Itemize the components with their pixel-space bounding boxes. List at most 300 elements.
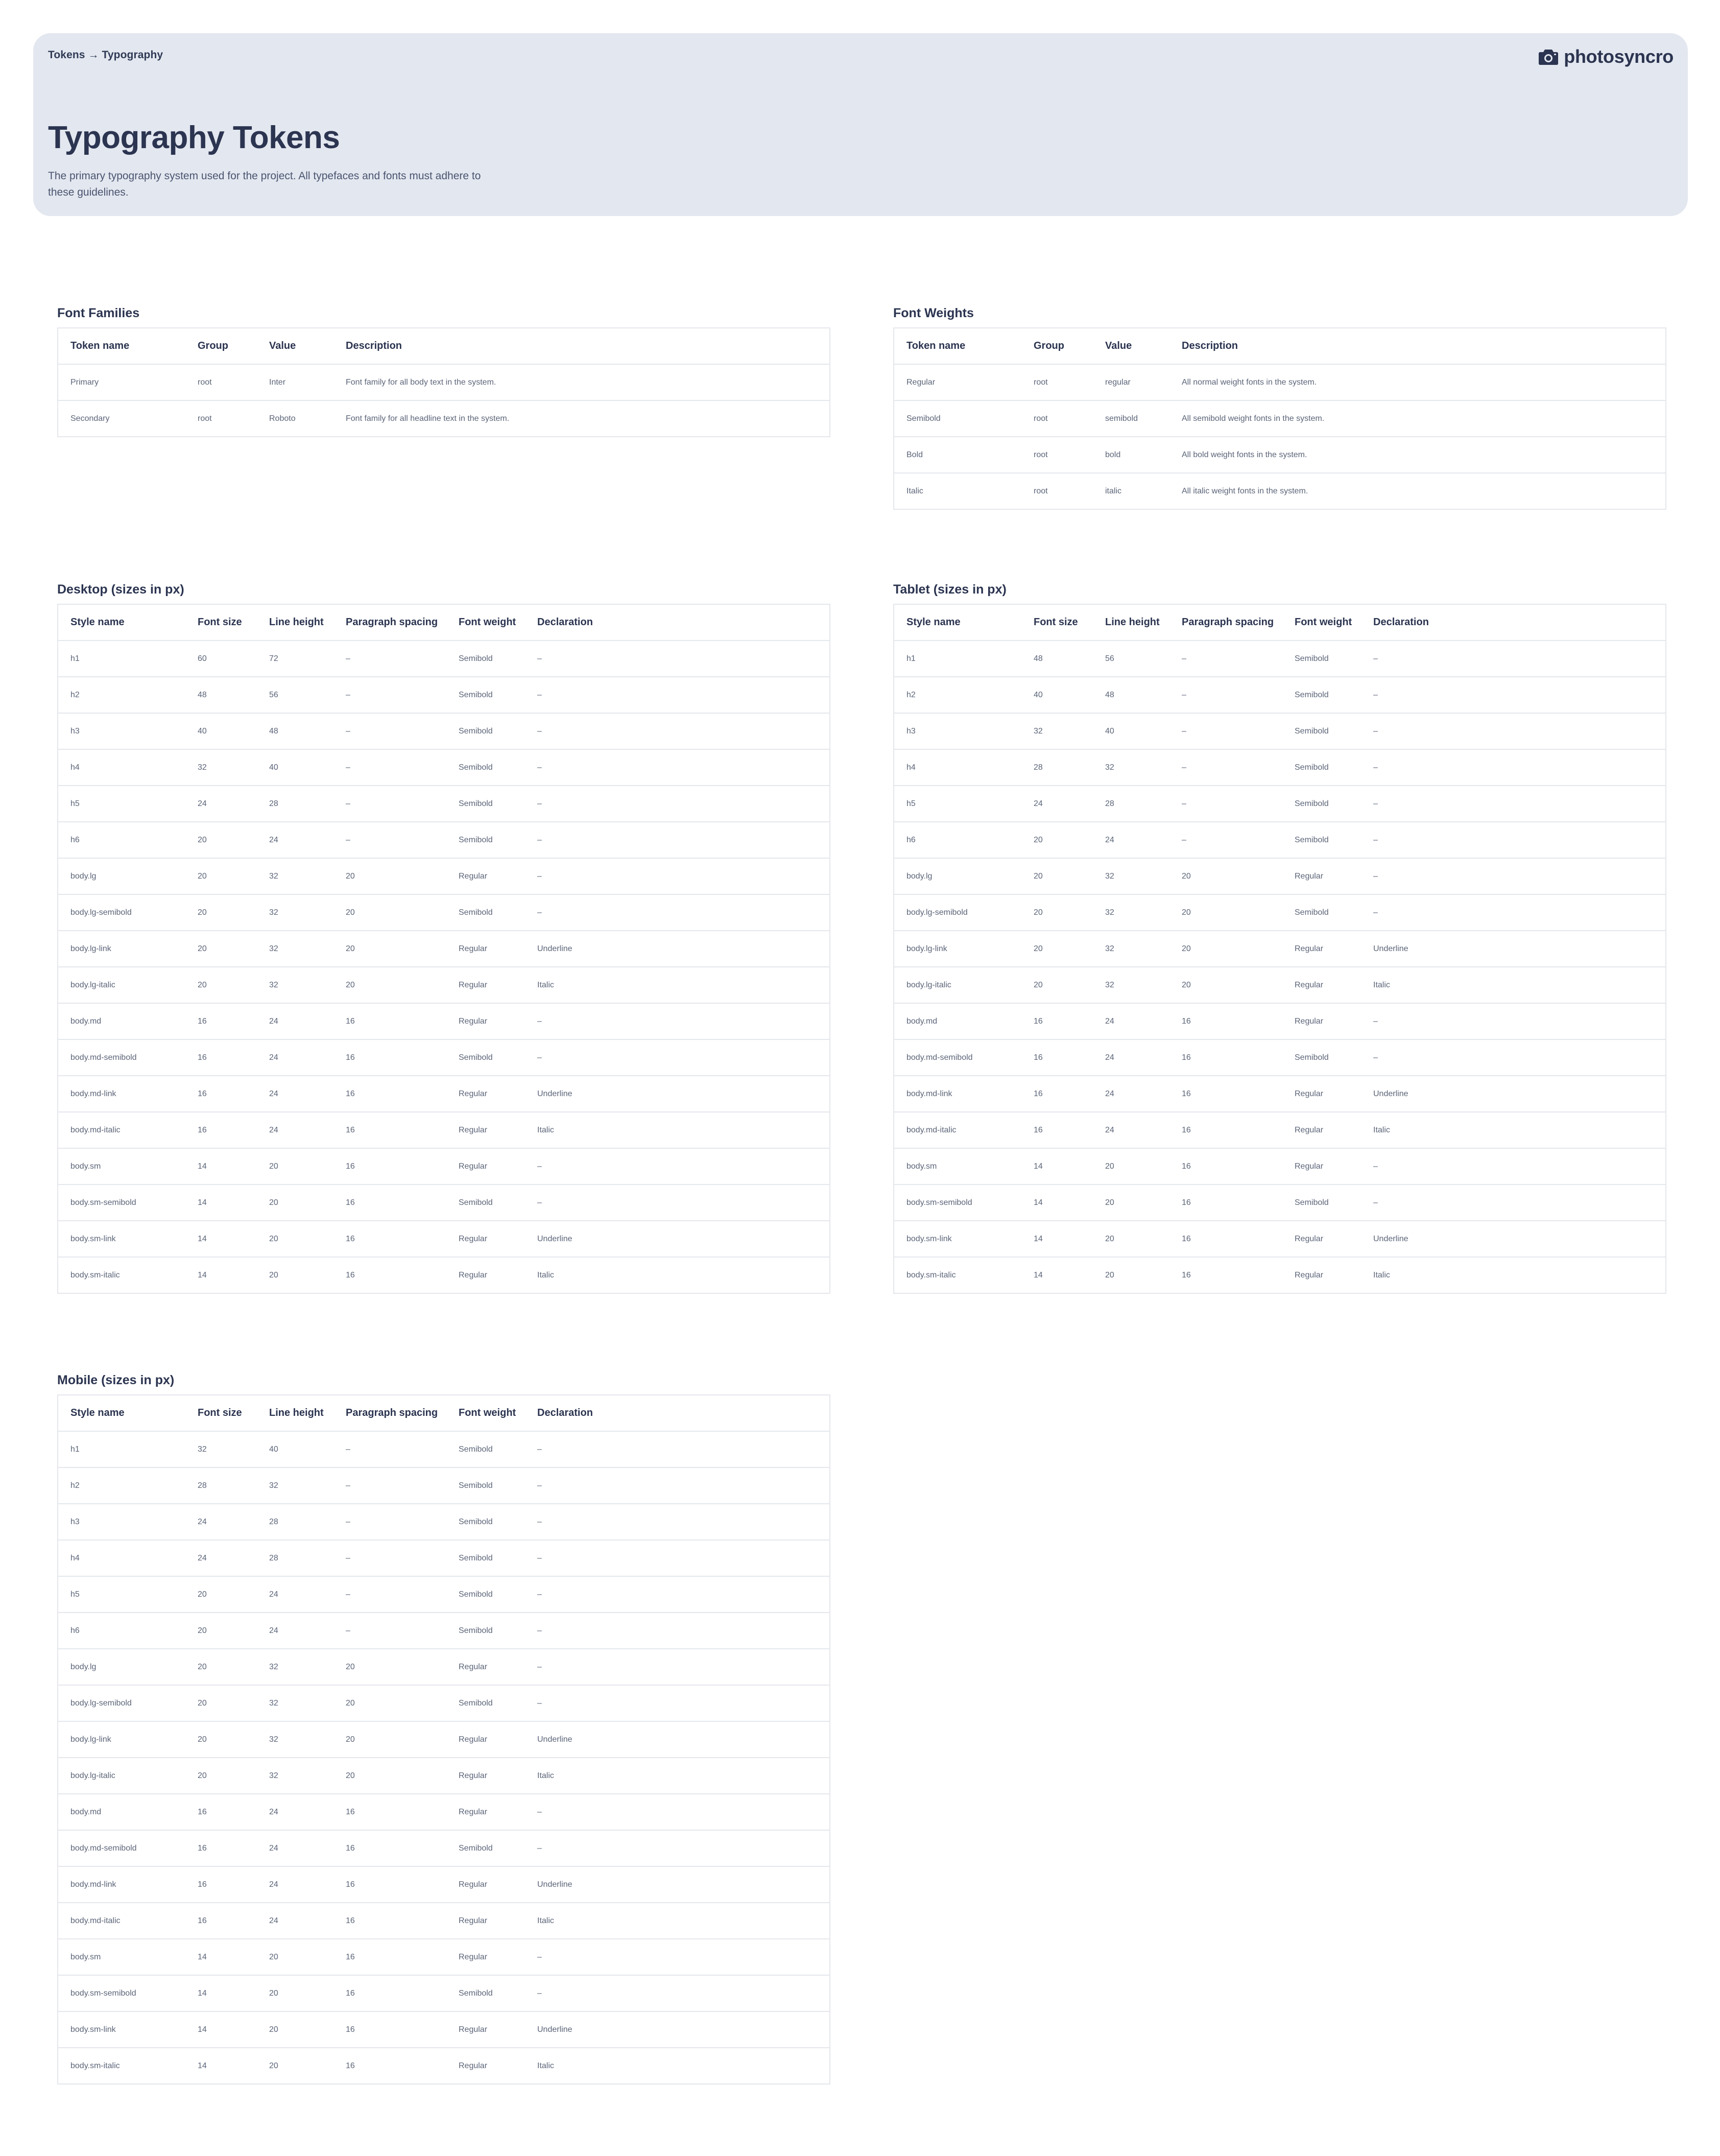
table-cell: All bold weight fonts in the system. xyxy=(1169,437,1666,473)
table-cell: body.sm-italic xyxy=(70,1270,120,1280)
table-cell: – xyxy=(525,894,830,931)
table-cell: body.md xyxy=(58,1003,185,1039)
table-cell: body.md xyxy=(894,1003,1021,1039)
table-cell: Semibold xyxy=(1282,1184,1361,1221)
table-cell: 14 xyxy=(1021,1148,1093,1184)
table-cell: 16 xyxy=(185,1112,257,1148)
table-cell: 14 xyxy=(198,2061,207,2070)
table-cell: 24 xyxy=(185,1540,257,1576)
table-cell: Regular xyxy=(1282,1112,1361,1148)
table-cell: h3 xyxy=(894,713,1021,749)
table-cell: h4 xyxy=(58,1540,185,1576)
table-cell: 20 xyxy=(257,1939,333,1975)
table-cell: All semibold weight fonts in the system. xyxy=(1169,400,1666,437)
table-cell: 16 xyxy=(333,1794,446,1830)
table-cell: 28 xyxy=(1021,749,1093,786)
table-cell: 32 xyxy=(185,1431,257,1467)
table-cell: Font family for all headline text in the system. xyxy=(346,414,510,423)
table-cell: – xyxy=(525,1504,830,1540)
table-cell: 24 xyxy=(257,822,333,858)
table-cell: 16 xyxy=(185,1903,257,1939)
table-cell: Regular xyxy=(1282,858,1361,894)
table-cell: Underline xyxy=(525,2011,830,2048)
column-header: Value xyxy=(1093,328,1169,364)
column-header: Declaration xyxy=(525,604,830,641)
table-row xyxy=(894,400,1666,437)
table-cell: Semibold xyxy=(446,1576,525,1613)
table-cell: 24 xyxy=(257,1076,333,1112)
table-cell: 32 xyxy=(185,749,257,786)
table-row xyxy=(58,1221,830,1257)
table-cell: 32 xyxy=(257,1758,333,1794)
table-cell: Regular xyxy=(1282,1148,1361,1184)
table-cell: body.lg xyxy=(58,1649,185,1685)
section-title: Mobile (sizes in px) xyxy=(57,1373,175,1387)
table-cell: body.sm-semibold xyxy=(894,1184,1021,1221)
table-cell: 20 xyxy=(257,1184,333,1221)
table-cell: 20 xyxy=(257,1975,333,2011)
table-cell: Semibold xyxy=(1282,894,1361,931)
table-cell: – xyxy=(1361,1003,1666,1039)
table-cell: body.lg-semibold xyxy=(58,1685,185,1721)
table-cell: Semibold xyxy=(446,1830,525,1866)
table-cell: Underline xyxy=(525,1221,830,1257)
column-header: Group xyxy=(185,328,257,364)
table-row xyxy=(894,677,1666,713)
table-cell: body.md-link xyxy=(894,1076,1021,1112)
table-cell: Regular xyxy=(446,1903,525,1939)
table-cell: h6 xyxy=(58,822,185,858)
table-cell: 20 xyxy=(1021,822,1093,858)
table-cell: 20 xyxy=(333,894,446,931)
table-cell: 14 xyxy=(1021,1184,1093,1221)
table-cell: 56 xyxy=(257,677,333,713)
table-row xyxy=(58,967,830,1003)
table-cell: Regular xyxy=(446,1003,525,1039)
table-cell: 14 xyxy=(185,2011,257,2048)
table-cell: Semibold xyxy=(446,749,525,786)
table-cell: 20 xyxy=(1021,894,1093,931)
table-cell: – xyxy=(333,1504,446,1540)
table-header-row xyxy=(894,328,1666,364)
table-cell: – xyxy=(1169,677,1282,713)
table-cell: body.sm-semibold xyxy=(58,1975,185,2011)
table-row xyxy=(894,1148,1666,1184)
table-row xyxy=(58,1649,830,1685)
table-cell: – xyxy=(525,1540,830,1576)
table-cell: 24 xyxy=(257,1794,333,1830)
table-cell: – xyxy=(525,1003,830,1039)
table-row xyxy=(894,1221,1666,1257)
table-cell: 48 xyxy=(257,713,333,749)
table-cell: 32 xyxy=(1093,931,1169,967)
table-cell: – xyxy=(333,1431,446,1467)
table-cell: 16 xyxy=(333,1003,446,1039)
table-cell: body.sm-semibold xyxy=(58,1184,185,1221)
table-cell: Semibold xyxy=(446,1184,525,1221)
table-row xyxy=(58,1576,830,1613)
table-cell: – xyxy=(525,1649,830,1685)
table-cell: 24 xyxy=(1093,1003,1169,1039)
table-row xyxy=(58,894,830,931)
table-cell: Regular xyxy=(446,2011,525,2048)
table-cell: – xyxy=(1169,713,1282,749)
table-cell: Regular xyxy=(1295,1270,1324,1280)
table-cell: body.md xyxy=(58,1794,185,1830)
table-cell: 16 xyxy=(185,1003,257,1039)
table-cell: body.sm-link xyxy=(894,1221,1021,1257)
table-cell: Italic xyxy=(525,1903,830,1939)
table-cell: 14 xyxy=(1021,1221,1093,1257)
table-cell: Semibold xyxy=(446,1685,525,1721)
section-title: Font Families xyxy=(57,306,140,320)
table-cell: All normal weight fonts in the system. xyxy=(1169,364,1666,400)
table-row xyxy=(894,1039,1666,1076)
table-cell: body.lg-link xyxy=(58,931,185,967)
table-cell: Underline xyxy=(1361,1221,1666,1257)
table-cell: body.sm xyxy=(58,1939,185,1975)
table-row xyxy=(894,1003,1666,1039)
table-cell: 16 xyxy=(333,2011,446,2048)
table-cell: 24 xyxy=(257,1830,333,1866)
table-header-row xyxy=(58,604,830,641)
table-cell: – xyxy=(333,786,446,822)
mobile-table xyxy=(57,1394,830,2084)
table-cell: 24 xyxy=(1093,1039,1169,1076)
table-row xyxy=(894,822,1666,858)
table-cell: Regular xyxy=(446,1721,525,1758)
table-cell: Underline xyxy=(525,1866,830,1903)
table-cell: 16 xyxy=(333,1830,446,1866)
table-cell: body.md-link xyxy=(58,1866,185,1903)
table-cell: – xyxy=(333,1576,446,1613)
table-row xyxy=(58,2048,830,2084)
table-cell: – xyxy=(525,749,830,786)
table-cell: h5 xyxy=(58,1576,185,1613)
table-row xyxy=(58,1184,830,1221)
table-cell: Italic xyxy=(537,1270,554,1280)
column-header: Group xyxy=(1021,328,1093,364)
tablet-table xyxy=(893,604,1666,1294)
table-cell: body.sm xyxy=(58,1148,185,1184)
table-cell: semibold xyxy=(1093,400,1169,437)
table-cell: – xyxy=(1361,1148,1666,1184)
table-cell: Italic xyxy=(1373,1270,1390,1280)
table-cell: Semibold xyxy=(446,1975,525,2011)
table-cell: Italic xyxy=(537,2061,554,2070)
column-header: Line height xyxy=(257,604,333,641)
table-cell: 24 xyxy=(1093,1112,1169,1148)
column-header: Value xyxy=(257,328,333,364)
column-header: Token name xyxy=(58,328,185,364)
table-cell: Font family for all body text in the system. xyxy=(333,364,830,400)
table-cell: – xyxy=(525,641,830,677)
table-cell: body.lg-semibold xyxy=(894,894,1021,931)
table-cell: Semibold xyxy=(446,1504,525,1540)
table-cell: 16 xyxy=(1169,1221,1282,1257)
table-cell: body.md-semibold xyxy=(58,1039,185,1076)
table-row xyxy=(58,1467,830,1504)
table-cell: 16 xyxy=(333,1076,446,1112)
table-cell: h3 xyxy=(58,1504,185,1540)
table-cell: body.lg-italic xyxy=(58,967,185,1003)
table-cell: Regular xyxy=(1282,967,1361,1003)
table-cell: Italic xyxy=(906,486,923,495)
table-cell: 16 xyxy=(1169,1003,1282,1039)
section-title: Tablet (sizes in px) xyxy=(893,582,1007,597)
table-cell: Underline xyxy=(1361,1076,1666,1112)
table-cell: Regular xyxy=(1282,1076,1361,1112)
brand-logo[interactable] xyxy=(1538,45,1674,68)
table-row xyxy=(58,749,830,786)
table-cell: 28 xyxy=(257,1540,333,1576)
column-header: Font size xyxy=(185,1395,257,1431)
page-title: Typography Tokens xyxy=(48,120,340,155)
table-cell: 28 xyxy=(257,786,333,822)
table-cell: 16 xyxy=(333,1939,446,1975)
table-cell: 20 xyxy=(185,1576,257,1613)
table-cell: 48 xyxy=(185,677,257,713)
table-cell: 20 xyxy=(185,1613,257,1649)
table-cell: 32 xyxy=(1093,749,1169,786)
table-row xyxy=(894,1076,1666,1112)
table-cell: 14 xyxy=(185,1939,257,1975)
table-cell: 20 xyxy=(269,1270,278,1280)
table-cell: Semibold xyxy=(446,786,525,822)
table-row xyxy=(894,749,1666,786)
table-row xyxy=(58,713,830,749)
table-cell: – xyxy=(1169,749,1282,786)
table-cell: Regular xyxy=(446,1112,525,1148)
column-header: Paragraph spacing xyxy=(1169,604,1282,641)
column-header: Font weight xyxy=(1282,604,1361,641)
table-cell: 28 xyxy=(185,1467,257,1504)
table-cell: – xyxy=(1361,713,1666,749)
table-cell: h4 xyxy=(58,749,185,786)
column-header: Style name xyxy=(58,1395,185,1431)
table-row xyxy=(58,1758,830,1794)
table-cell: body.sm xyxy=(894,1148,1021,1184)
table-cell: Semibold xyxy=(1282,713,1361,749)
table-cell: 20 xyxy=(333,1758,446,1794)
table-cell: 20 xyxy=(1021,967,1093,1003)
table-cell: 20 xyxy=(1021,931,1093,967)
column-header: Font weight xyxy=(446,1395,525,1431)
table-cell: Italic xyxy=(1361,1112,1666,1148)
table-cell: – xyxy=(333,822,446,858)
table-cell: Semibold xyxy=(1282,786,1361,822)
column-header: Description xyxy=(1169,328,1666,364)
table-row xyxy=(894,473,1666,509)
table-cell: root xyxy=(185,364,257,400)
table-cell: 32 xyxy=(1093,894,1169,931)
table-cell: Regular xyxy=(1282,1003,1361,1039)
table-cell: 16 xyxy=(333,1148,446,1184)
table-cell: 32 xyxy=(1093,858,1169,894)
table-cell: 16 xyxy=(333,1975,446,2011)
table-cell: body.sm-link xyxy=(58,1221,185,1257)
table-cell: 24 xyxy=(185,1504,257,1540)
table-cell: 20 xyxy=(1169,858,1282,894)
table-cell: Regular xyxy=(446,1076,525,1112)
table-cell: 20 xyxy=(257,1221,333,1257)
table-cell: – xyxy=(333,749,446,786)
table-cell: Roboto xyxy=(269,414,296,423)
table-row xyxy=(58,1112,830,1148)
table-cell: 16 xyxy=(1182,1270,1191,1280)
table-cell: Semibold xyxy=(446,713,525,749)
table-cell: body.lg xyxy=(58,858,185,894)
table-cell: Regular xyxy=(446,1866,525,1903)
table-cell: Primary xyxy=(58,364,185,400)
table-cell: 40 xyxy=(1021,677,1093,713)
table-cell: 20 xyxy=(1021,858,1093,894)
table-cell: 24 xyxy=(257,1112,333,1148)
table-cell: body.md-semibold xyxy=(58,1830,185,1866)
table-cell: 32 xyxy=(257,1685,333,1721)
table-cell: 16 xyxy=(1021,1039,1093,1076)
table-cell: – xyxy=(525,713,830,749)
table-cell: body.lg-semibold xyxy=(58,894,185,931)
table-cell: body.md-italic xyxy=(58,1903,185,1939)
table-cell: 20 xyxy=(185,1721,257,1758)
table-cell: 16 xyxy=(185,1866,257,1903)
table-cell: 16 xyxy=(346,1270,355,1280)
table-cell: – xyxy=(1169,786,1282,822)
table-cell: 20 xyxy=(257,2011,333,2048)
table-cell: 24 xyxy=(257,1613,333,1649)
table-cell: 20 xyxy=(333,1685,446,1721)
table-row xyxy=(58,677,830,713)
table-cell: Underline xyxy=(1361,931,1666,967)
font-families-table xyxy=(57,327,830,437)
column-header: Style name xyxy=(58,604,185,641)
table-row xyxy=(894,894,1666,931)
table-cell: – xyxy=(1361,677,1666,713)
table-cell: Semibold xyxy=(446,1540,525,1576)
table-cell: 16 xyxy=(1021,1112,1093,1148)
table-cell: 20 xyxy=(185,894,257,931)
table-cell: – xyxy=(525,1184,830,1221)
table-cell: 16 xyxy=(333,1112,446,1148)
table-cell: 32 xyxy=(257,967,333,1003)
table-row xyxy=(58,1721,830,1758)
table-cell: 16 xyxy=(1021,1076,1093,1112)
table-cell: 20 xyxy=(185,967,257,1003)
table-row xyxy=(894,437,1666,473)
table-cell: Semibold xyxy=(446,1613,525,1649)
table-cell: 48 xyxy=(1093,677,1169,713)
column-header: Line height xyxy=(257,1395,333,1431)
table-cell: 20 xyxy=(333,858,446,894)
table-cell: 20 xyxy=(1093,1221,1169,1257)
table-cell: 24 xyxy=(257,1576,333,1613)
table-cell: 48 xyxy=(1021,641,1093,677)
table-cell: 24 xyxy=(257,1903,333,1939)
table-cell: h3 xyxy=(58,713,185,749)
column-header: Font size xyxy=(185,604,257,641)
table-cell: 56 xyxy=(1093,641,1169,677)
table-row xyxy=(58,1939,830,1975)
table-cell: Italic xyxy=(525,1758,830,1794)
table-cell: 16 xyxy=(1021,1003,1093,1039)
table-cell: 20 xyxy=(1169,931,1282,967)
table-cell: 32 xyxy=(257,1649,333,1685)
table-cell: 20 xyxy=(257,1148,333,1184)
table-cell: 40 xyxy=(185,713,257,749)
table-cell: h2 xyxy=(894,677,1021,713)
table-cell: 20 xyxy=(185,1649,257,1685)
table-cell: 16 xyxy=(333,1903,446,1939)
column-header: Description xyxy=(333,328,830,364)
table-cell: body.sm-italic xyxy=(906,1270,956,1280)
page-description: The primary typography system used for the project. All typefaces and fonts must adhere to these guidelines. xyxy=(48,170,481,198)
table-cell: 20 xyxy=(1169,967,1282,1003)
table-cell: h2 xyxy=(58,677,185,713)
table-row xyxy=(58,1076,830,1112)
section-title: Desktop (sizes in px) xyxy=(57,582,184,597)
table-cell: – xyxy=(1169,641,1282,677)
table-row xyxy=(894,364,1666,400)
camera-icon xyxy=(1538,48,1559,65)
section-title: Font Weights xyxy=(893,306,974,320)
table-row xyxy=(58,1830,830,1866)
table-cell: Semibold xyxy=(446,1039,525,1076)
breadcrumb[interactable]: Tokens → Typography xyxy=(48,49,163,61)
column-header: Paragraph spacing xyxy=(333,1395,446,1431)
table-header-row xyxy=(894,604,1666,641)
table-cell: 24 xyxy=(1093,1076,1169,1112)
table-cell: Italic xyxy=(525,967,830,1003)
table-cell: 20 xyxy=(333,967,446,1003)
table-cell: 14 xyxy=(185,1975,257,2011)
table-cell: – xyxy=(525,1613,830,1649)
table-cell: 14 xyxy=(185,1221,257,1257)
table-cell: – xyxy=(525,1685,830,1721)
table-row xyxy=(58,1540,830,1576)
table-cell: h5 xyxy=(58,786,185,822)
table-cell: – xyxy=(1361,786,1666,822)
table-cell: – xyxy=(1361,1039,1666,1076)
table-cell: Regular xyxy=(446,858,525,894)
table-cell: Underline xyxy=(525,1076,830,1112)
table-row xyxy=(58,1903,830,1939)
table-cell: 14 xyxy=(185,1148,257,1184)
table-cell: 32 xyxy=(1021,713,1093,749)
table-cell: h1 xyxy=(894,641,1021,677)
table-cell: body.sm-italic xyxy=(70,2061,120,2070)
table-cell: Semibold xyxy=(1282,1039,1361,1076)
column-header: Font size xyxy=(1021,604,1093,641)
table-row xyxy=(58,858,830,894)
table-cell: 40 xyxy=(257,749,333,786)
table-cell: Regular xyxy=(446,1794,525,1830)
table-cell: h1 xyxy=(58,641,185,677)
table-cell: body.md-semibold xyxy=(894,1039,1021,1076)
table-cell: – xyxy=(525,1939,830,1975)
table-cell: 16 xyxy=(333,1184,446,1221)
table-cell: – xyxy=(333,641,446,677)
table-cell: body.lg xyxy=(894,858,1021,894)
column-header: Line height xyxy=(1093,604,1169,641)
table-cell: Regular xyxy=(446,1758,525,1794)
table-cell: – xyxy=(333,1613,446,1649)
table-cell: 32 xyxy=(257,931,333,967)
table-row xyxy=(58,1039,830,1076)
table-cell: 24 xyxy=(1021,786,1093,822)
table-cell: – xyxy=(333,1540,446,1576)
table-cell: – xyxy=(525,786,830,822)
